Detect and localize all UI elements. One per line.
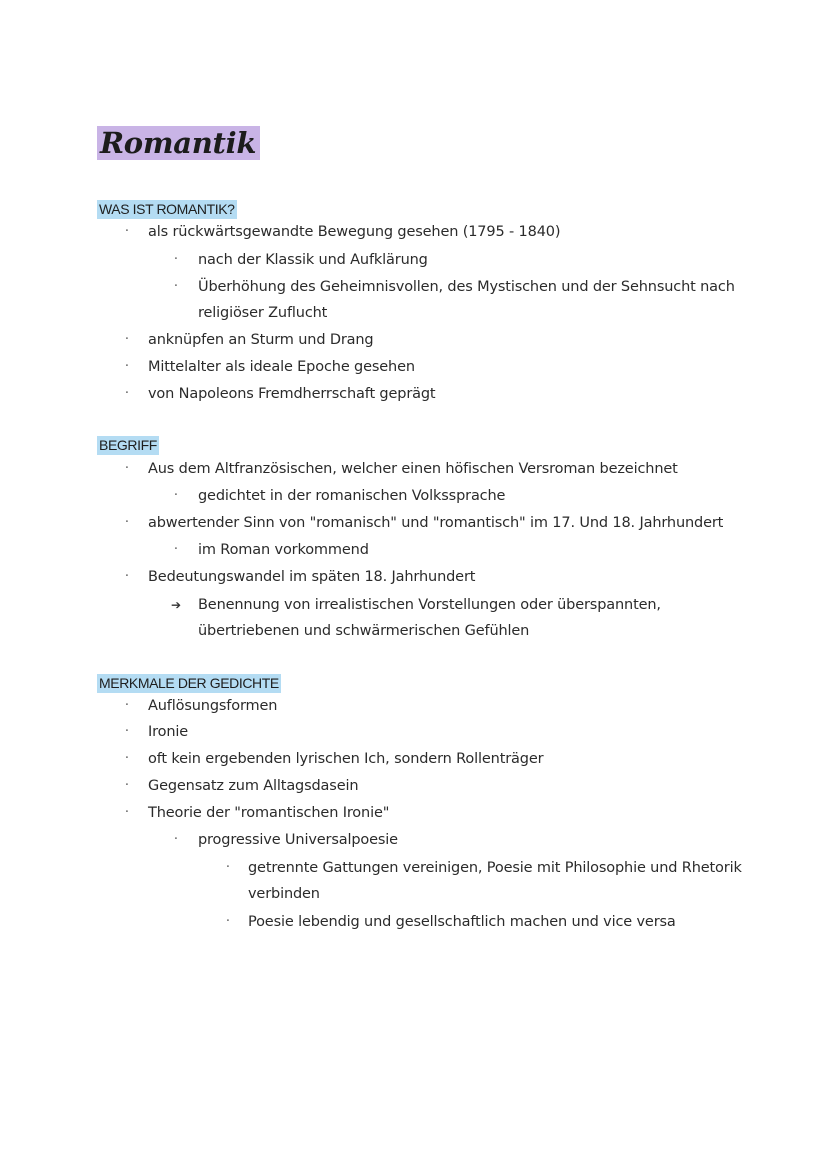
page-title: Romantik [97, 126, 260, 160]
section-heading-merkmale-der-gedichte: MERKMALE DER GEDICHTE [99, 675, 279, 691]
bullet-marker: · [124, 698, 130, 713]
list-item-text: von Napoleons Fremdherrschaft geprägt [148, 386, 436, 402]
bullet-marker: · [225, 860, 231, 875]
bullet-marker: · [124, 778, 130, 793]
list-item-text: im Roman vorkommend [198, 542, 369, 558]
list-item-text: Auflösungsformen [148, 698, 278, 714]
bullet-marker: · [124, 359, 130, 374]
section-heading-begriff: BEGRIFF [99, 437, 157, 453]
bullet-marker: · [173, 542, 179, 557]
bullet-marker: · [124, 569, 130, 584]
list-item-text: nach der Klassik und Aufklärung [198, 252, 428, 268]
list-item-continuation: verbinden [248, 886, 320, 902]
bullet-marker: · [173, 279, 179, 294]
list-item-text: Bedeutungswandel im späten 18. Jahrhundert [148, 569, 476, 585]
list-item-text: anknüpfen an Sturm und Drang [148, 332, 374, 348]
list-item-text: als rückwärtsgewandte Bewegung gesehen (1795 - 1840) [148, 224, 561, 240]
list-item-text: getrennte Gattungen vereinigen, Poesie mit Philosophie und Rhetorik [248, 860, 742, 876]
list-item-text: Benennung von irrealistischen Vorstellungen oder überspannten, [198, 597, 661, 613]
arrow-right-icon: ➔ [170, 598, 182, 612]
bullet-marker: · [124, 515, 130, 530]
list-item-text: Theorie der "romantischen Ironie" [148, 805, 390, 821]
list-item-text: Überhöhung des Geheimnisvollen, des Mystischen und der Sehnsucht nach [198, 279, 735, 295]
list-item-text: progressive Universalpoesie [198, 832, 398, 848]
bullet-marker: · [124, 386, 130, 401]
bullet-marker: · [225, 914, 231, 929]
list-item-text: Mittelalter als ideale Epoche gesehen [148, 359, 415, 375]
list-item-text: abwertender Sinn von "romanisch" und "romantisch" im 17. Und 18. Jahrhundert [148, 515, 724, 531]
bullet-marker: · [124, 751, 130, 766]
bullet-marker: · [124, 724, 130, 739]
bullet-marker: · [124, 461, 130, 476]
list-item-text: Aus dem Altfranzösischen, welcher einen höfischen Versroman bezeichnet [148, 461, 678, 477]
bullet-marker: · [124, 332, 130, 347]
bullet-marker: · [173, 488, 179, 503]
section-heading-was-ist-romantik: WAS IST ROMANTIK? [99, 201, 235, 217]
list-item-text: Poesie lebendig und gesellschaftlich machen und vice versa [248, 914, 676, 930]
list-item-continuation: übertriebenen und schwärmerischen Gefühlen [198, 623, 530, 639]
bullet-marker: · [124, 224, 130, 239]
list-item-continuation: religiöser Zuflucht [198, 305, 328, 321]
bullet-marker: · [173, 832, 179, 847]
bullet-marker: · [124, 805, 130, 820]
list-item-text: Gegensatz zum Alltagsdasein [148, 778, 359, 794]
list-item-text: Ironie [148, 724, 189, 740]
list-item-text: oft kein ergebenden lyrischen Ich, sondern Rollenträger [148, 751, 544, 767]
list-item-text: gedichtet in der romanischen Volkssprache [198, 488, 506, 504]
bullet-marker: · [173, 252, 179, 267]
